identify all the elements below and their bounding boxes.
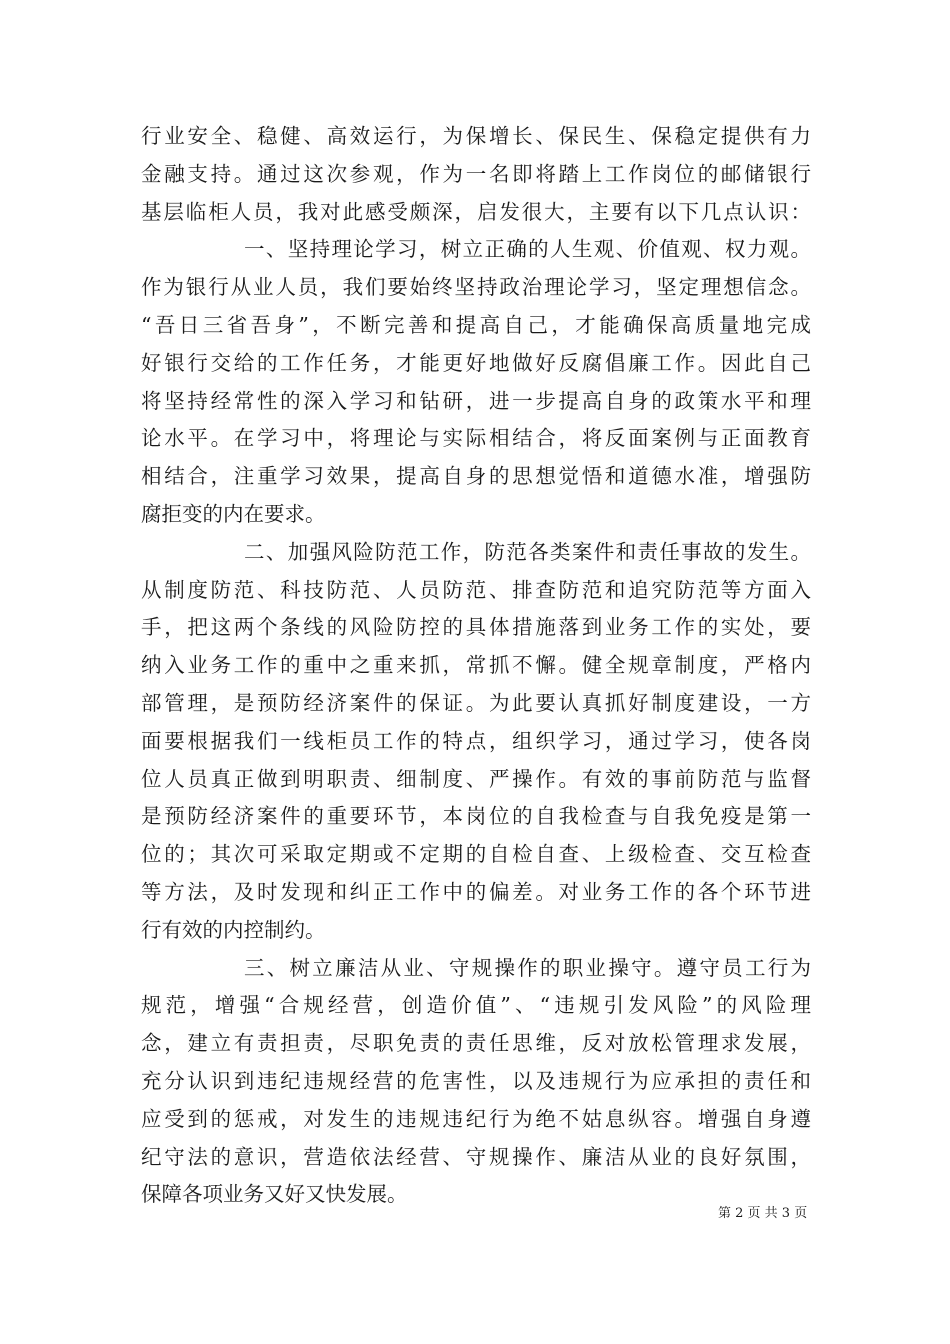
text-line: 规范，增强“合规经营，创造价值”、“违规引发风险”的风险理	[141, 993, 811, 1018]
text-line: 从制度防范、科技防范、人员防范、排查防范和追究防范等方面入	[141, 577, 811, 602]
text-line: 基层临柜人员，我对此感受颇深，启发很大，主要有以下几点认识：	[141, 199, 811, 224]
text-line: 金融支持。通过这次参观，作为一名即将踏上工作岗位的邮储银行	[141, 161, 811, 186]
document-body	[141, 118, 811, 1214]
text-line: 手，把这两个条线的风险防控的具体措施落到业务工作的实处，要	[141, 615, 811, 640]
text-line: 充分认识到违纪违规经营的危害性，以及违规行为应承担的责任和	[141, 1068, 811, 1093]
text-line: “吾日三省吾身”，不断完善和提高自己，才能确保高质量地完成	[141, 312, 811, 337]
text-line: 应受到的惩戒，对发生的违规违纪行为绝不姑息纵容。增强自身遵	[141, 1106, 811, 1131]
text-line: 腐拒变的内在要求。	[141, 501, 326, 526]
text-line: 二、加强风险防范工作，防范各类案件和责任事故的发生。	[244, 539, 811, 564]
text-line: 行业安全、稳健、高效运行，为保增长、保民生、保稳定提供有力	[141, 124, 811, 148]
text-line: 纪守法的意识，营造依法经营、守规操作、廉洁从业的良好氛围，	[141, 1144, 811, 1169]
text-line: 部管理，是预防经济案件的保证。为此要认真抓好制度建设，一方	[141, 690, 811, 715]
text-line: 相结合，注重学习效果，提高自身的思想觉悟和道德水准，增强防	[141, 464, 811, 489]
text-line: 将坚持经常性的深入学习和钻研，进一步提高自身的政策水平和理	[141, 388, 811, 413]
text-line: 行有效的内控制约。	[141, 917, 326, 942]
text-line: 论水平。在学习中，将理论与实际相结合，将反面案例与正面教育	[141, 426, 811, 451]
text-line: 位的；其次可采取定期或不定期的自检自查、上级检查、交互检查	[141, 842, 811, 867]
text-line: 作为银行从业人员，我们要始终坚持政治理论学习，坚定理想信念。	[141, 275, 811, 300]
text-line: 位人员真正做到明职责、细制度、严操作。有效的事前防范与监督	[141, 766, 811, 791]
text-line: 好银行交给的工作任务，才能更好地做好反腐倡廉工作。因此自己	[141, 350, 811, 375]
text-line: 一、坚持理论学习，树立正确的人生观、价值观、权力观。	[244, 237, 811, 262]
text-line: 保障各项业务又好又快发展。	[141, 1182, 408, 1207]
text-line: 是预防经济案件的重要环节，本岗位的自我检查与自我免疫是第一	[141, 804, 811, 829]
text-line: 等方法，及时发现和纠正工作中的偏差。对业务工作的各个环节进	[141, 879, 811, 904]
text-line: 面要根据我们一线柜员工作的特点，组织学习，通过学习，使各岗	[141, 728, 811, 753]
text-line: 纳入业务工作的重中之重来抓，常抓不懈。健全规章制度，严格内	[141, 653, 811, 678]
page-number-footer: 第 2 页 共 3 页	[718, 1206, 808, 1221]
text-line: 念，建立有责担责，尽职免责的责任思维，反对放松管理求发展，	[141, 1031, 811, 1056]
text-line: 三、树立廉洁从业、守规操作的职业操守。遵守员工行为	[244, 955, 811, 980]
